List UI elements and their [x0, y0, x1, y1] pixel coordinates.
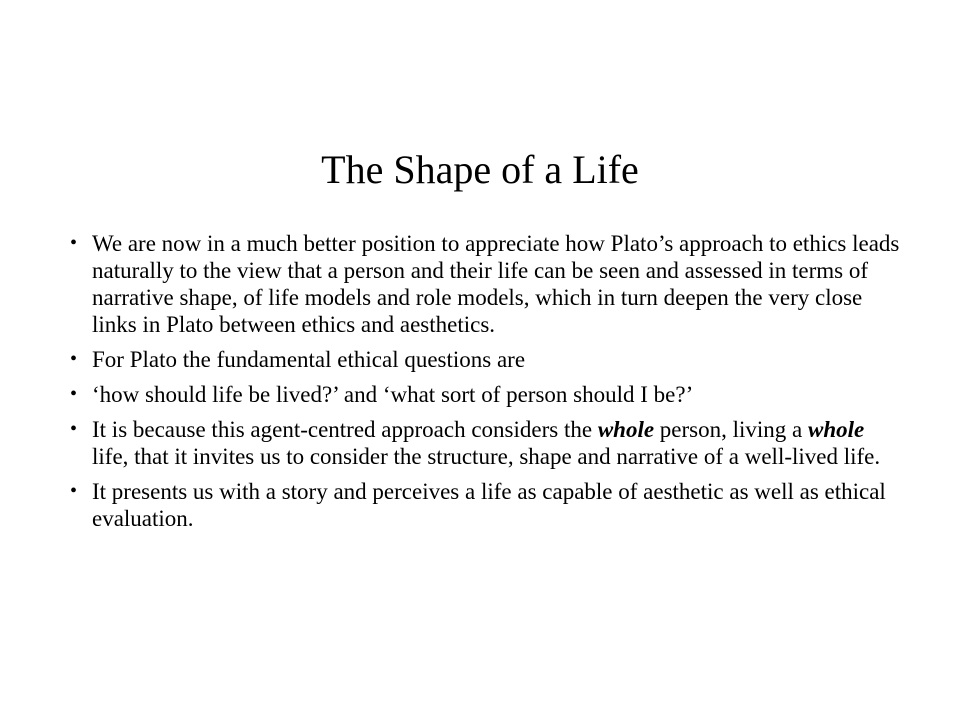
bullet-list — [70, 230, 900, 540]
bullet-item — [70, 478, 900, 532]
text-segment: person, living a — [654, 417, 808, 442]
bullet-marker: • — [70, 348, 78, 370]
bullet-item — [70, 416, 900, 470]
bullet-marker: • — [70, 383, 78, 405]
bullet-text — [92, 479, 886, 531]
text-segment: It is because this agent-centred approach considers the — [92, 417, 598, 442]
text-segment: We are now in a much better position to appreciate how Plato’s approach to ethics leads naturally to the view that a person and their life can be seen and assessed in terms of narrative shape, of life models and role models, which in turn deepen the very close links in Plato between ethics and aesthetics. — [92, 231, 900, 337]
bullet-marker: • — [70, 418, 78, 440]
bullet-item — [70, 346, 900, 373]
bullet-text — [92, 347, 525, 372]
bullet-text — [92, 231, 899, 337]
emphasis-whole: whole — [597, 417, 655, 442]
text-segment: life, that it invites us to consider the structure, shape and narrative of a well-lived life. — [92, 444, 881, 469]
text-segment: It presents us with a story and perceives a life as capable of aesthetic as well as ethical evaluation. — [92, 479, 886, 531]
bullet-marker: • — [70, 232, 78, 254]
text-segment: ‘how should life be lived?’ and ‘what sort of person should I be?’ — [92, 382, 694, 407]
bullet-text — [92, 382, 693, 407]
bullet-text — [92, 417, 880, 469]
bullet-marker: • — [70, 480, 78, 502]
slide-title: The Shape of a Life — [321, 147, 639, 192]
emphasis-whole: whole — [808, 417, 865, 442]
text-segment: For Plato the fundamental ethical questions are — [92, 347, 526, 372]
bullet-item — [70, 230, 900, 338]
bullet-item — [70, 381, 900, 408]
